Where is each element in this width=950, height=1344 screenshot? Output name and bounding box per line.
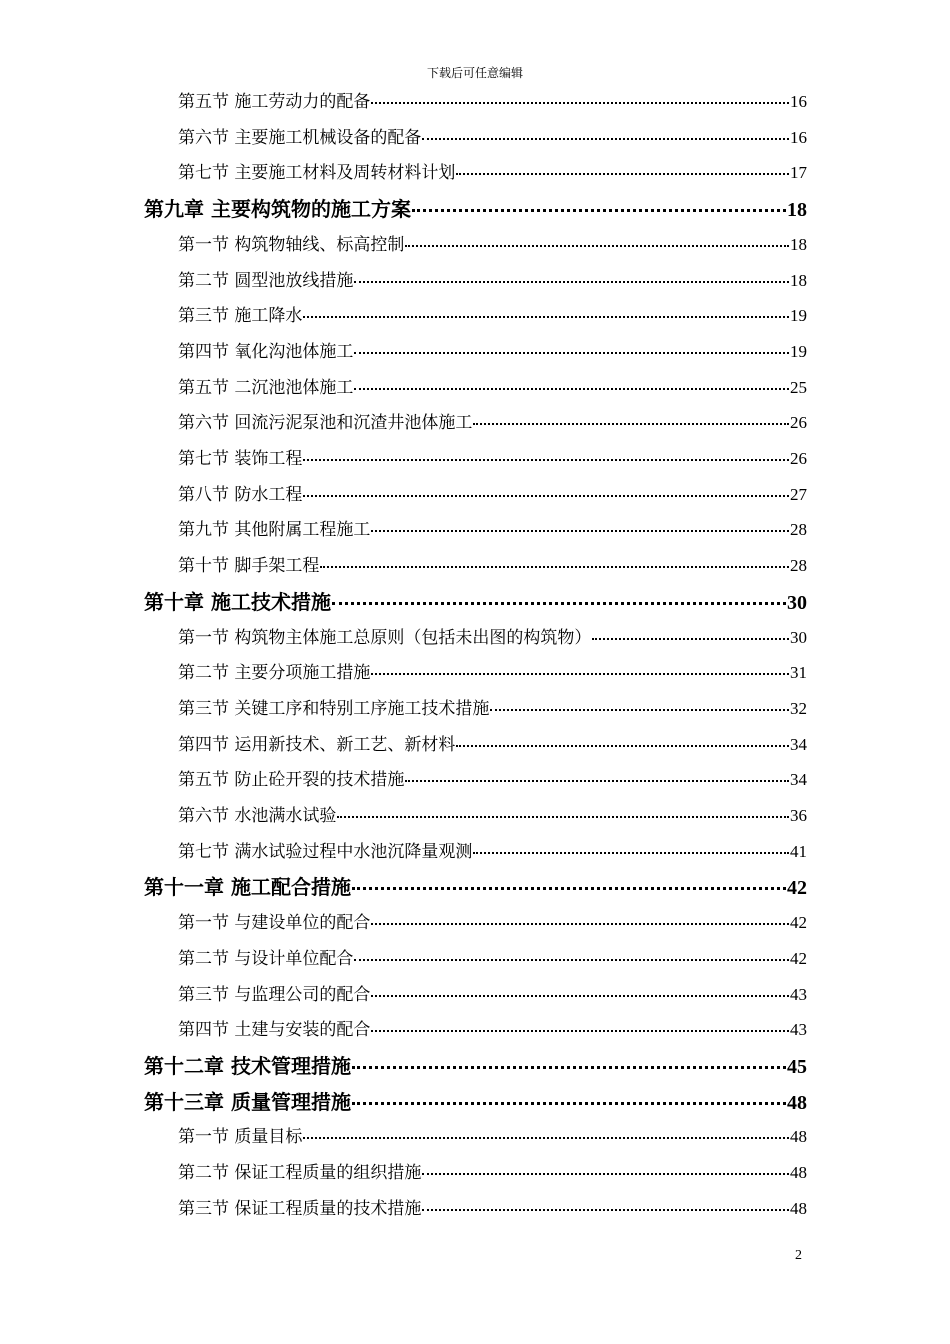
toc-entry-title: 第九章 主要构筑物的施工方案	[144, 197, 411, 222]
toc-section-entry[interactable]	[178, 1015, 807, 1039]
toc-entry-page: 18	[787, 199, 807, 222]
toc-entry-page: 28	[790, 556, 807, 576]
toc-entry-title: 第二节 与设计单位配合	[178, 948, 354, 969]
toc-dot-leader	[412, 209, 786, 212]
toc-section-entry[interactable]	[178, 1122, 807, 1146]
toc-dot-leader	[303, 459, 789, 461]
toc-section-entry[interactable]	[178, 266, 807, 290]
toc-entry-page: 30	[790, 627, 807, 647]
toc-section-entry[interactable]	[178, 480, 807, 504]
toc-entry-page: 48	[790, 1127, 807, 1147]
toc-entry-title: 第二节 圆型池放线措施	[178, 270, 354, 291]
toc-dot-leader	[405, 780, 789, 782]
toc-entry-page: 26	[790, 413, 807, 433]
toc-entry-title: 第四节 运用新技术、新工艺、新材料	[178, 734, 456, 755]
toc-entry-title: 第十二章 技术管理措施	[144, 1053, 351, 1078]
toc-entry-title: 第三节 保证工程质量的技术措施	[178, 1198, 422, 1219]
toc-entry-title: 第七节 主要施工材料及周转材料计划	[178, 163, 456, 184]
toc-entry-page: 25	[790, 377, 807, 397]
toc-dot-leader	[332, 602, 786, 605]
toc-entry-title: 第七节 装饰工程	[178, 449, 303, 469]
toc-entry-page: 32	[790, 698, 807, 718]
toc-section-entry[interactable]	[178, 1158, 807, 1182]
toc-dot-leader	[320, 566, 789, 568]
toc-dot-leader	[352, 1102, 786, 1105]
toc-section-entry[interactable]	[178, 658, 807, 682]
toc-entry-page: 31	[790, 663, 807, 683]
toc-entry-page: 18	[790, 234, 807, 254]
toc-entry-page: 36	[790, 806, 807, 825]
toc-entry-title: 第十章 施工技术措施	[144, 589, 331, 614]
toc-dot-leader	[456, 745, 789, 747]
toc-entry-title: 第十节 脚手架工程	[178, 556, 320, 577]
toc-entry-page: 16	[790, 92, 807, 111]
toc-section-entry[interactable]	[178, 837, 807, 861]
toc-entry-title: 第二节 保证工程质量的组织措施	[178, 1163, 422, 1183]
toc-section-entry[interactable]	[178, 87, 807, 111]
page-number: 2	[795, 1248, 802, 1263]
toc-entry-title: 第二节 主要分项施工措施	[178, 663, 371, 684]
toc-entry-title: 第六节 回流污泥泵池和沉渣井池体施工	[178, 413, 473, 434]
toc-section-entry[interactable]	[178, 123, 807, 147]
toc-section-entry[interactable]	[178, 444, 807, 468]
toc-dot-leader	[371, 923, 789, 925]
toc-dot-leader	[592, 638, 789, 640]
toc-entry-title: 第六节 主要施工机械设备的配备	[178, 127, 422, 148]
toc-entry-title: 第九节 其他附属工程施工	[178, 520, 371, 541]
toc-section-entry[interactable]	[178, 1194, 807, 1218]
toc-dot-leader	[422, 138, 789, 140]
toc-chapter-entry[interactable]	[144, 193, 807, 221]
toc-dot-leader	[303, 495, 789, 497]
toc-entry-title: 第五节 二沉池池体施工	[178, 377, 354, 398]
toc-entry-page: 48	[787, 1091, 807, 1114]
toc-section-entry[interactable]	[178, 158, 807, 182]
toc-section-entry[interactable]	[178, 301, 807, 325]
toc-entry-page: 48	[790, 1163, 807, 1182]
toc-dot-leader	[352, 887, 786, 890]
page-header: 下载后可任意编辑	[426, 66, 523, 80]
toc-entry-page: 28	[790, 520, 807, 540]
toc-dot-leader	[422, 1209, 789, 1211]
toc-entry-page: 30	[787, 591, 807, 614]
toc-entry-page: 43	[790, 984, 807, 1004]
toc-entry-page: 18	[790, 270, 807, 290]
toc-entry-title: 第八节 防水工程	[178, 484, 303, 505]
toc-dot-leader	[371, 673, 789, 675]
toc-entry-page: 26	[790, 449, 807, 468]
toc-entry-title: 第十三章 质量管理措施	[144, 1089, 351, 1114]
toc-entry-page: 42	[790, 948, 807, 968]
toc-section-entry[interactable]	[178, 801, 807, 825]
toc-entry-page: 43	[790, 1020, 807, 1040]
toc-entry-page: 27	[790, 484, 807, 504]
toc-dot-leader	[354, 281, 789, 283]
toc-section-entry[interactable]	[178, 337, 807, 361]
toc-chapter-entry[interactable]	[144, 1086, 807, 1114]
toc-entry-page: 42	[790, 913, 807, 933]
toc-section-entry[interactable]	[178, 908, 807, 932]
toc-dot-leader	[354, 352, 789, 354]
toc-entry-title: 第六节 水池满水试验	[178, 806, 337, 826]
toc-entry-title: 第一节 与建设单位的配合	[178, 913, 371, 934]
toc-entry-page: 19	[790, 341, 807, 361]
toc-dot-leader	[371, 530, 789, 532]
toc-entry-title: 第三节 关键工序和特别工序施工技术措施	[178, 698, 490, 719]
toc-entry-title: 第一节 质量目标	[178, 1127, 303, 1148]
toc-section-entry[interactable]	[178, 551, 807, 575]
toc-entry-title: 第五节 施工劳动力的配备	[178, 92, 371, 112]
toc-entry-title: 第四节 土建与安装的配合	[178, 1020, 371, 1041]
toc-entry-title: 第三节 施工降水	[178, 306, 303, 327]
toc-chapter-entry[interactable]	[144, 871, 807, 899]
toc-entry-page: 41	[790, 841, 807, 861]
toc-section-entry[interactable]	[178, 765, 807, 789]
toc-section-entry[interactable]	[178, 730, 807, 754]
toc-section-entry[interactable]	[178, 944, 807, 968]
toc-dot-leader	[371, 995, 789, 997]
toc-entry-page: 48	[790, 1198, 807, 1218]
toc-dot-leader	[303, 316, 789, 318]
toc-entry-title: 第一节 构筑物主体施工总原则（包括未出图的构筑物）	[178, 627, 592, 648]
toc-dot-leader	[352, 1066, 786, 1069]
toc-dot-leader	[303, 1137, 789, 1139]
toc-dot-leader	[354, 388, 789, 390]
toc-entry-title: 第五节 防止砼开裂的技术措施	[178, 770, 405, 791]
toc-dot-leader	[422, 1173, 789, 1175]
toc-dot-leader	[490, 709, 789, 711]
toc-section-entry[interactable]	[178, 408, 807, 432]
toc-entry-title: 第一节 构筑物轴线、标高控制	[178, 234, 405, 255]
toc-section-entry[interactable]	[178, 515, 807, 539]
toc-entry-page: 34	[790, 734, 807, 754]
toc-entry-title: 第十一章 施工配合措施	[144, 875, 351, 900]
toc-chapter-entry[interactable]	[144, 1050, 807, 1078]
toc-section-entry[interactable]	[178, 694, 807, 718]
toc-dot-leader	[405, 245, 789, 247]
toc-section-entry[interactable]	[178, 623, 807, 647]
toc-dot-leader	[371, 102, 789, 104]
toc-dot-leader	[371, 1030, 789, 1032]
toc-entry-page: 16	[790, 127, 807, 147]
toc-dot-leader	[473, 423, 789, 425]
toc-dot-leader	[456, 173, 789, 175]
toc-entry-page: 17	[790, 163, 807, 183]
toc-dot-leader	[337, 816, 789, 818]
toc-entry-page: 19	[790, 306, 807, 326]
toc-entry-title: 第四节 氧化沟池体施工	[178, 341, 354, 362]
toc-section-entry[interactable]	[178, 230, 807, 254]
toc-dot-leader	[354, 959, 789, 961]
toc-dot-leader	[473, 852, 789, 854]
toc-entry-page: 42	[787, 877, 807, 900]
toc-entry-title: 第七节 满水试验过程中水池沉降量观测	[178, 841, 473, 862]
toc-entry-page: 34	[790, 770, 807, 790]
toc-entry-title: 第三节 与监理公司的配合	[178, 984, 371, 1005]
toc-chapter-entry[interactable]	[144, 586, 807, 614]
toc-section-entry[interactable]	[178, 980, 807, 1004]
toc-section-entry[interactable]	[178, 373, 807, 397]
toc-entry-page: 45	[787, 1055, 807, 1078]
